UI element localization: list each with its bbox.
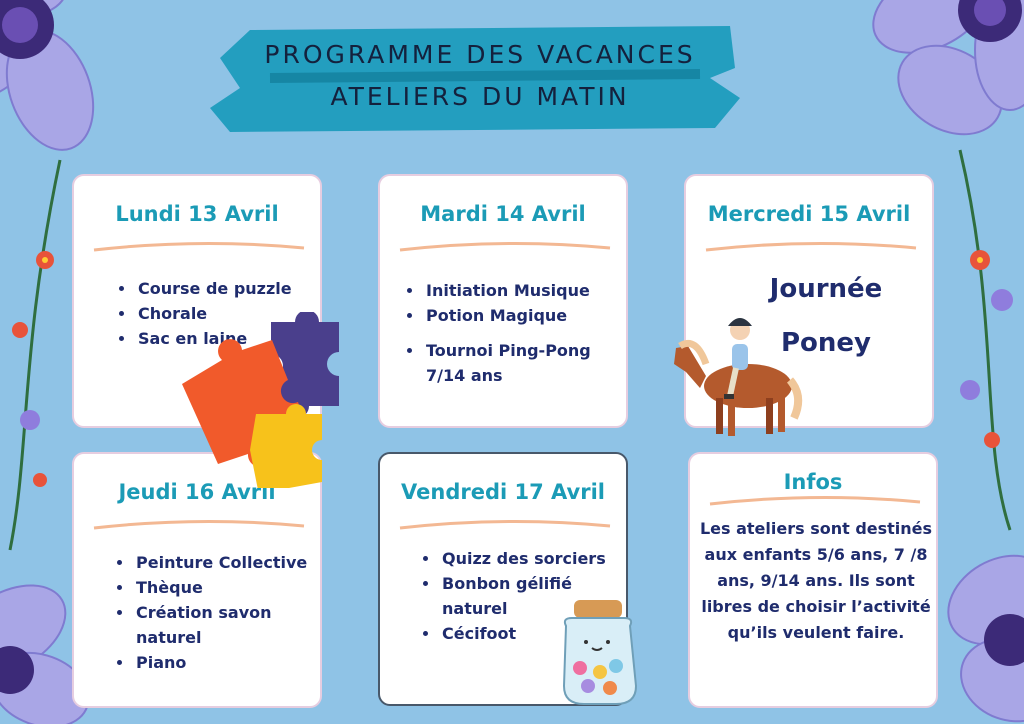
list-item: • Chorale — [136, 301, 326, 326]
card-heading: Mercredi 15 Avril — [707, 202, 911, 226]
title-line-1: PROGRAMME DES VACANCES — [264, 40, 696, 69]
title-banner — [210, 18, 750, 140]
flower-icon — [0, 150, 80, 570]
list-item: • Potion Magique — [424, 303, 630, 328]
list-item: • Sac en laine — [136, 326, 326, 351]
card-jeudi — [72, 452, 322, 708]
candy-jar-icon — [552, 598, 644, 708]
card-heading: Lundi 13 Avril — [115, 202, 279, 226]
list-item: • Cécifoot — [440, 621, 636, 646]
pony-rider-icon — [666, 306, 808, 440]
activity-list — [402, 278, 630, 388]
list-item: • Peinture Collective — [134, 550, 330, 575]
flower-icon — [940, 140, 1024, 540]
list-item: • Piano — [134, 650, 330, 675]
list-item: • Course de puzzle — [136, 276, 326, 301]
list-item: • Initiation Musique — [424, 278, 630, 303]
flower-icon — [0, 0, 150, 170]
card-heading: Jeudi 16 Avril — [118, 480, 276, 504]
divider-swoosh — [702, 240, 920, 254]
list-item: • Tournoi Ping-Pong 7/14 ans — [424, 338, 630, 388]
card-heading: Vendredi 17 Avril — [401, 480, 605, 504]
infos-text: Les ateliers sont destinés aux enfants 5/6 ans, 7 /8 ans, 9/14 ans. Ils sont libres de choisir l’activité qu’ils veulent faire. — [699, 519, 933, 642]
card-mardi — [378, 174, 628, 428]
flower-icon — [930, 530, 1024, 724]
list-item: • Création savon naturel — [134, 600, 330, 650]
divider-swoosh — [90, 240, 308, 254]
puzzle-icon — [176, 312, 346, 488]
list-item: • Bonbon gélifié naturel — [440, 571, 636, 621]
title-line-2: ATELIERS DU MATIN — [330, 82, 630, 111]
activity-list — [112, 550, 330, 675]
divider-swoosh — [706, 494, 924, 508]
card-infos — [688, 452, 938, 708]
flower-icon — [860, 0, 1024, 160]
divider-swoosh — [396, 518, 614, 532]
highlight-line-1: Journée — [769, 274, 883, 304]
card-heading: Infos — [783, 470, 843, 494]
card-heading: Mardi 14 Avril — [420, 202, 586, 226]
divider-swoosh — [396, 240, 614, 254]
highlight-line-2: Poney — [780, 328, 871, 358]
list-item: • Quizz des sorciers — [440, 546, 636, 571]
list-item: • Thèque — [134, 575, 330, 600]
divider-swoosh — [90, 518, 308, 532]
